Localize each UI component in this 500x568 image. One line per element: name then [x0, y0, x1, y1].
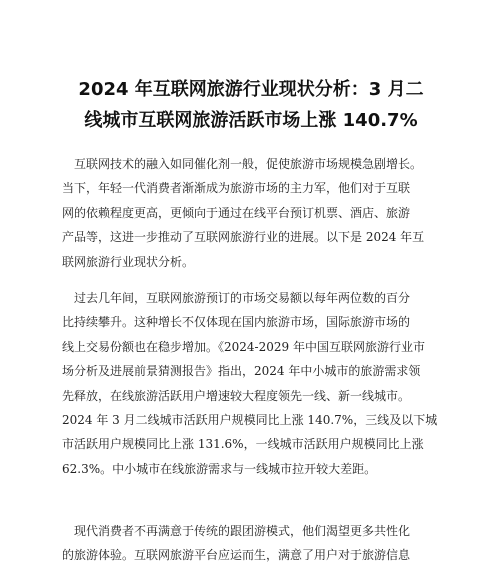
- title-line-2: 线城市互联网旅游活跃市场上涨 140.7%: [84, 110, 418, 131]
- paragraph-line: 市活跃用户规模同比上涨 131.6%，一线城市活跃用户规模同比上涨: [62, 437, 424, 452]
- paragraph-2: [62, 286, 440, 481]
- paragraph-line: 联网旅游行业现状分析。: [62, 254, 195, 269]
- paragraph-line: 62.3%。中小城市在线旅游需求与一线城市拉开较大差距。: [62, 461, 377, 476]
- paragraph-1: [62, 152, 440, 274]
- paragraph-line: 网的依赖程度更高，更倾向于通过在线平台预订机票、酒店、旅游: [62, 205, 411, 220]
- paragraph-line: 线上交易份额也在稳步增加。《2024-2029 年中国互联网旅游行业市: [62, 339, 425, 354]
- document-title: [60, 74, 442, 136]
- paragraph-line: 互联网技术的融入如同催化剂一般，促使旅游市场规模急剧增长。: [62, 157, 423, 171]
- paragraph-line: 现代消费者不再满意于传统的跟团游模式，他们渴望更多共性化: [62, 524, 411, 538]
- paragraph-line: 的旅游体验。互联网旅游平台应运而生，满意了用户对于旅游信息: [62, 548, 411, 563]
- paragraph-line: 场分析及进展前景猜测报告》指出，2024 年中小城市的旅游需求领: [62, 364, 421, 379]
- paragraph-line: 产品等，这进一步推动了互联网旅游行业的进展。以下是 2024 年互: [62, 230, 425, 245]
- paragraph-line: 比持续攀升。这种增长不仅体现在国内旅游市场，国际旅游市场的: [62, 315, 411, 330]
- paragraph-line: 2024 年 3 月二线城市活跃用户规模同比上涨 140.7%，三线及以下城: [62, 413, 438, 428]
- paragraph-3: [62, 519, 440, 568]
- paragraph-line: 过去几年间，互联网旅游预订的市场交易额以每年两位数的百分: [62, 291, 411, 305]
- paragraph-line: 先释放，在线旅游活跃用户增速较大程度领先一线、新一线城市。: [62, 388, 411, 403]
- paragraph-line: 当下，年轻一代消费者渐渐成为旅游市场的主力军，他们对于互联: [62, 181, 411, 196]
- title-line-1: 2024 年互联网旅游行业现状分析：3 月二: [78, 79, 424, 100]
